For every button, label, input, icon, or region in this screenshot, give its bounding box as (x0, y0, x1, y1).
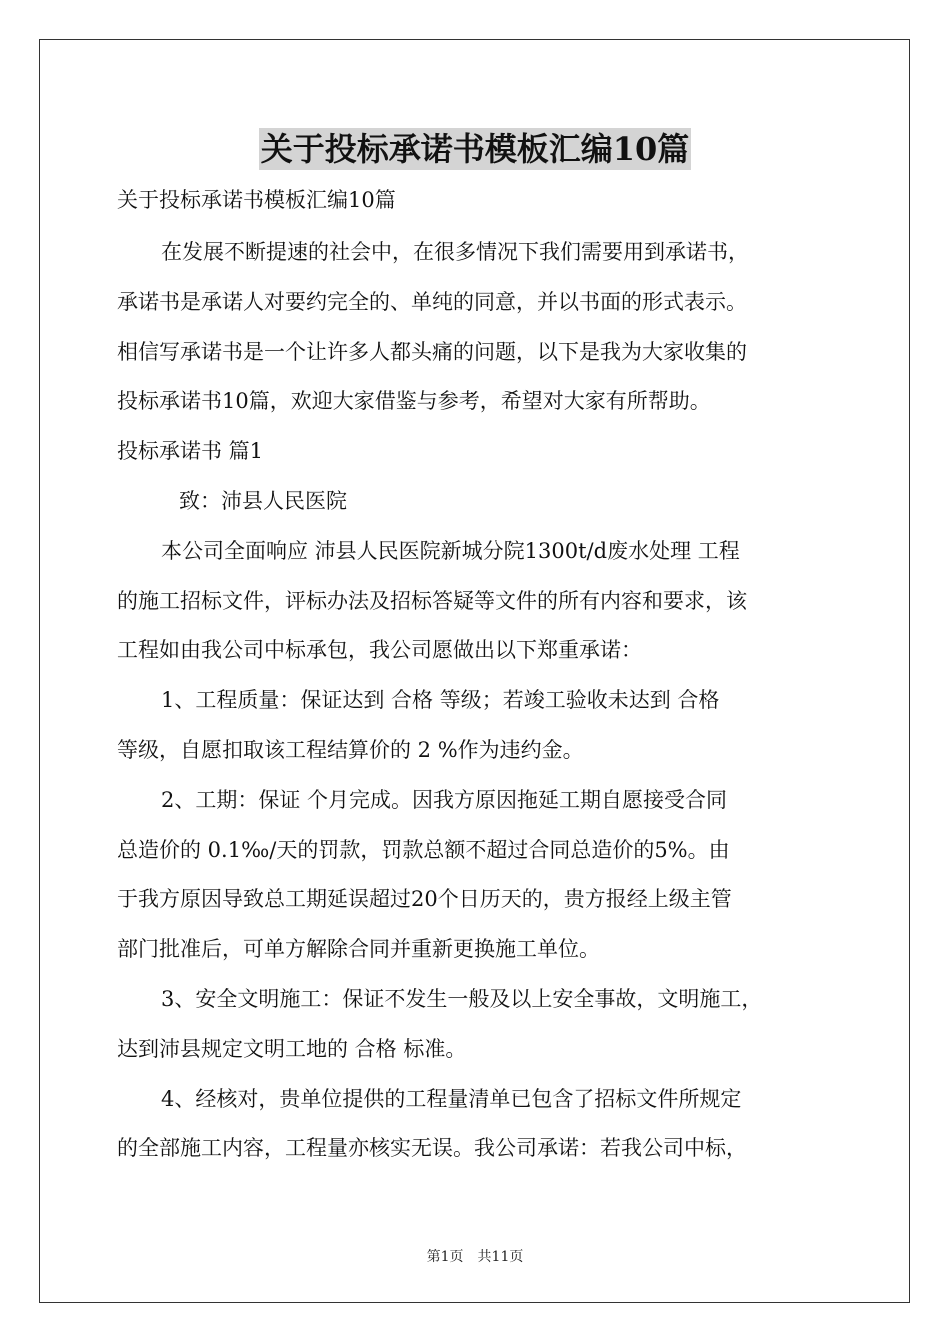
paragraph-line: 本公司全面响应 沛县人民医院新城分院1300t/d废水处理 工程 (161, 538, 740, 563)
paragraph-line: 2、工期：保证 个月完成。因我方原因拖延工期自愿接受合同 (161, 787, 728, 812)
paragraph-line: 达到沛县规定文明工地的 合格 标准。 (117, 1036, 467, 1061)
paragraph-line: 相信写承诺书是一个让许多人都头痛的问题，以下是我为大家收集的 (117, 339, 747, 364)
paragraph-line: 于我方原因导致总工期延误超过20个日历天的，贵方报经上级主管 (117, 887, 732, 912)
page-footer (0, 1246, 950, 1266)
document-body (117, 180, 837, 1178)
subtitle: 关于投标承诺书模板汇编10篇 (117, 188, 396, 212)
paragraph-line: 1、工程质量：保证达到 合格 等级；若竣工验收未达到 合格 (161, 688, 720, 713)
paragraph-line: 总造价的 0.1‰/天的罚款，罚款总额不超过合同总造价的5%。由 (117, 837, 730, 862)
page-number: 第1页 (426, 1249, 464, 1265)
paragraph-line: 承诺书是承诺人对要约完全的、单纯的同意，并以书面的形式表示。 (117, 289, 747, 314)
section-heading: 投标承诺书 篇1 (117, 439, 264, 464)
document-title: 关于投标承诺书模板汇编10篇 (260, 130, 690, 168)
page-total: 共11页 (477, 1249, 524, 1265)
title-container (0, 128, 950, 170)
addressee-line: 致：沛县人民医院 (179, 488, 347, 513)
paragraph-line: 4、经核对，贵单位提供的工程量清单已包含了招标文件所规定 (161, 1086, 742, 1111)
paragraph-line: 的全部施工内容，工程量亦核实无误。我公司承诺：若我公司中标， (117, 1136, 747, 1161)
paragraph-line: 在发展不断提速的社会中，在很多情况下我们需要用到承诺书， (161, 240, 749, 264)
paragraph-line: 3、安全文明施工：保证不发生一般及以上安全事故，文明施工， (161, 986, 763, 1011)
paragraph-line: 投标承诺书10篇，欢迎大家借鉴与参考，希望对大家有所帮助。 (117, 389, 711, 414)
paragraph-line: 等级，自愿扣取该工程结算价的 2 %作为违约金。 (117, 737, 584, 762)
paragraph-line: 的施工招标文件，评标办法及招标答疑等文件的所有内容和要求，该 (117, 588, 747, 613)
paragraph-line: 部门批准后，可单方解除合同并重新更换施工单位。 (117, 937, 600, 962)
paragraph-line: 工程如由我公司中标承包，我公司愿做出以下郑重承诺： (117, 638, 642, 663)
